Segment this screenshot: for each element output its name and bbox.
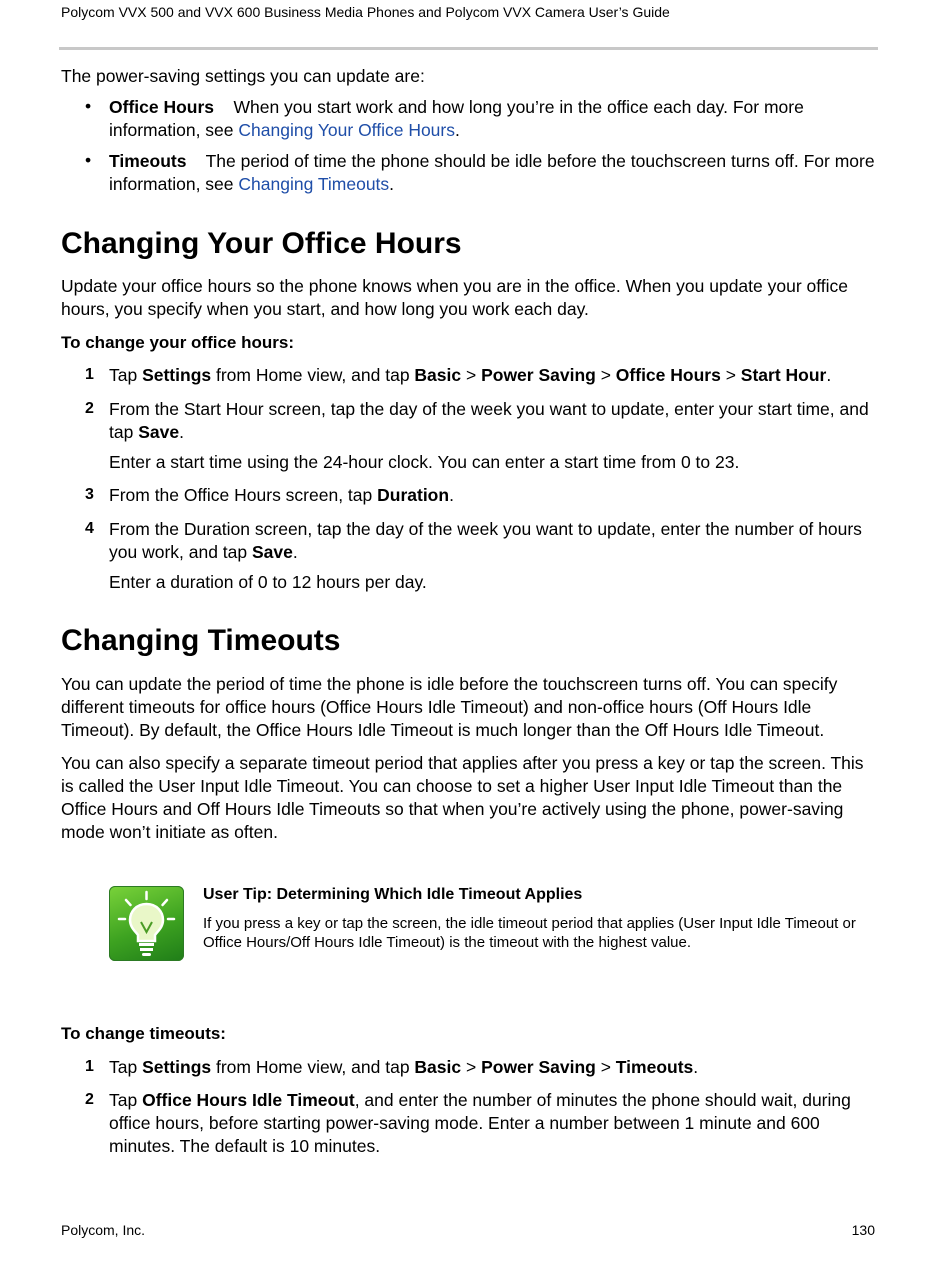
section1-paragraph: Update your office hours so the phone knows when you are in the office. When you update your office hours, you specify when you start, and how long you work each day. [61,276,849,319]
page-header: Polycom VVX 500 and VVX 600 Business Media Phones and Polycom VVX Camera User’s Guide [61,4,670,20]
tip-title: User Tip: Determining Which Idle Timeout Applies [203,886,583,903]
header-divider [59,47,878,50]
setting-desc: The period of time the phone should be idle before the touchscreen turns off. For more information, see [109,151,875,194]
setting-desc: When you start work and how long you’re in the office each day. For more information, see [109,97,804,140]
section2-paragraph-2: You can also specify a separate timeout period that applies after you press a key or tap the screen. This is called the User Input Idle Timeout. You can choose to set a higher User Input Idle Timeout than the Office Hours and Off Hours Idle Timeouts so that when you’re actively using the phone, power-saving mode won’t initiate as often. [61,753,864,842]
step-number: 1 [85,1058,94,1075]
procedure-title-office-hours: To change your office hours: [61,333,294,352]
page-number: 130 [851,1222,875,1238]
bullet-icon: • [85,150,92,170]
link-changing-timeouts[interactable]: Changing Timeouts [238,174,390,194]
step-item: From the Start Hour screen, tap the day of the week you want to update, enter your start time, and tap Save. [109,399,869,442]
section2-paragraph-1: You can update the period of time the phone is idle before the touchscreen turns off. You can specify different timeouts for office hours (Office Hours Idle Timeout) and non-office hours (Off Hours Idle Timeout). By default, the Office Hours Idle Timeout is much longer than the Off Hours Idle Timeout. [61,674,838,740]
step-item: From the Duration screen, tap the day of the week you want to update, enter the number of hours you work, and tap Save. [109,519,862,562]
bullet-icon: • [85,96,92,116]
step-number: 2 [85,400,94,417]
step-item: Tap Settings from Home view, and tap Basic > Power Saving > Office Hours > Start Hour. [109,365,832,385]
intro-text: The power-saving settings you can update are: [61,66,425,86]
setting-timeouts: Timeouts The period of time the phone should be idle before the touchscreen turns off. For more information, see Changing Timeouts. [109,151,875,194]
step-number: 4 [85,520,94,537]
step-number: 2 [85,1091,94,1108]
step-number: 3 [85,486,94,503]
step-item: Tap Office Hours Idle Timeout, and enter the number of minutes the phone should wait, during office hours, before starting power-saving mode. Enter a number between 1 minute and 600 minutes. The default is 10 minutes. [109,1090,851,1156]
setting-term: Timeouts [109,151,187,171]
link-changing-office-hours[interactable]: Changing Your Office Hours [238,120,455,140]
setting-term: Office Hours [109,97,215,117]
step-number: 1 [85,366,94,383]
step-item: Tap Settings from Home view, and tap Basic > Power Saving > Timeouts. [109,1057,699,1077]
tip-text: If you press a key or tap the screen, the idle timeout period that applies (User Input Idle Timeout or Office Hours/Off Hours Idle Timeout) is the timeout with the highest value. [203,915,856,951]
heading-changing-office-hours: Changing Your Office Hours [61,227,462,260]
setting-office-hours: Office Hours When you start work and how long you’re in the office each day. For more information, see Changing Your Office Hours. [109,97,804,140]
step-note: Enter a duration of 0 to 12 hours per day. [109,572,427,592]
step-note: Enter a start time using the 24-hour clock. You can enter a start time from 0 to 23. [109,452,740,472]
heading-changing-timeouts: Changing Timeouts [61,624,341,657]
step-item: From the Office Hours screen, tap Duration. [109,485,454,505]
footer-company: Polycom, Inc. [61,1222,146,1238]
procedure-title-timeouts: To change timeouts: [61,1024,226,1043]
lightbulb-icon [109,886,184,961]
